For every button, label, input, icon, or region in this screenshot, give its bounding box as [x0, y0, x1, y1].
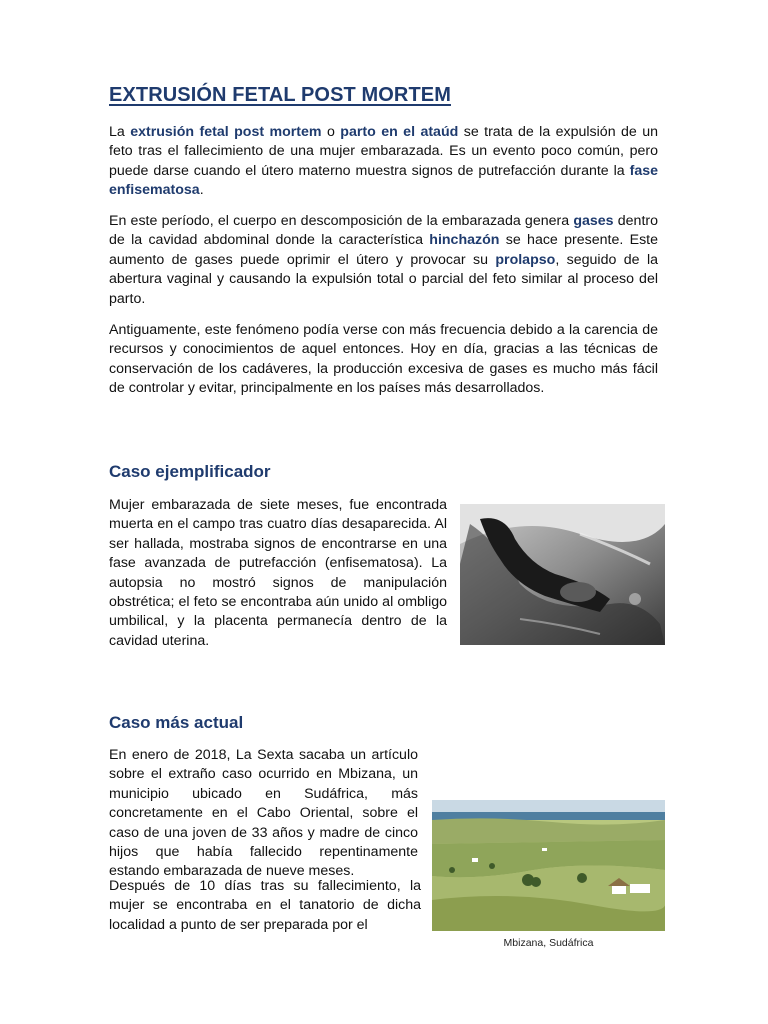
- caso2-text-1: En enero de 2018, La Sexta sacaba un artículo sobre el extraño caso ocurrido en Mbizana, un municipio ubicado en Sudáfrica, más concretamente en el Cabo Oriental, sobre el caso de una joven de 33 años y madre de cinco hijos que había fallecido repentinamente estando embarazada de nueve meses.: [109, 747, 418, 880]
- gases-paragraph: [109, 212, 658, 309]
- photo-caption: Mbizana, Sudáfrica: [503, 937, 594, 949]
- case-photo-graphic: [460, 504, 665, 645]
- section-heading-caso-actual: Caso más actual: [109, 713, 244, 732]
- page-title: EXTRUSIÓN FETAL POST MORTEM: [109, 84, 451, 106]
- para2-text-1: En este período, el cuerpo en descomposición de la embarazada genera: [109, 213, 574, 229]
- caso1-paragraph: Mujer embarazada de siete meses, fue encontrada muerta en el campo tras cuatro días desaparecida. Al ser hallada, mostraba signos de encontrarse en una fase avanzada de putrefacción (enfisematosa). La autopsia no mostró signos de manipulación obstrética; el feto se encontraba aún unido al ombligo umbilical, y la placenta permanecía dentro de la cavidad uterina.: [109, 497, 447, 649]
- intro-paragraph: [109, 123, 658, 201]
- case-photo: [460, 504, 665, 645]
- para2-text-3: se hace presente. Este aumento de gases puede oprimir el útero y provocar su: [109, 232, 659, 268]
- term-gases: gases: [573, 213, 614, 229]
- history-paragraph: Antiguamente, este fenómeno podía verse con más frecuencia debido a la carencia de recursos y conocimientos de aquel entonces. Hoy en día, gracias a las técnicas de conservación de los cadáveres, la producción excesiva de gases es mucho más fácil de controlar y evitar, principalmente en los países más desarrollados.: [109, 322, 658, 397]
- caso2-paragraph-2: Después de 10 días tras su fallecimiento, la mujer se encontraba en el tanatorio de dicha localidad a punto de ser preparada por el: [109, 878, 421, 933]
- intro-text-1: La: [109, 124, 131, 140]
- term-fase-enfisematosa: fase enfisematosa: [109, 162, 658, 199]
- intro-text-2: o: [321, 124, 341, 140]
- term-parto-ataud: parto en el ataúd: [340, 124, 459, 140]
- intro-text-4: .: [199, 182, 204, 199]
- para2-text-2: dentro de la cavidad abdominal donde la característica: [109, 213, 658, 249]
- term-extrusion: extrusión fetal post mortem: [130, 124, 322, 140]
- para2-text-4: , seguido de la abertura vaginal y causando la expulsión total o parcial del feto similar al proceso del parto.: [109, 251, 658, 307]
- section-heading-caso-ejemplificador: Caso ejemplificador: [109, 462, 271, 481]
- mbizana-photo-graphic: [432, 800, 665, 931]
- intro-text-3: se trata de la expulsión de un feto tras el fallecimiento de una mujer embarazada. Es un evento poco común, pero puede darse cuando el útero materno muestra signos de putrefacción durante la: [109, 124, 659, 179]
- term-hinchazon: hinchazón: [429, 232, 500, 249]
- mbizana-photo: [432, 800, 665, 931]
- term-prolapso: prolapso: [495, 251, 556, 268]
